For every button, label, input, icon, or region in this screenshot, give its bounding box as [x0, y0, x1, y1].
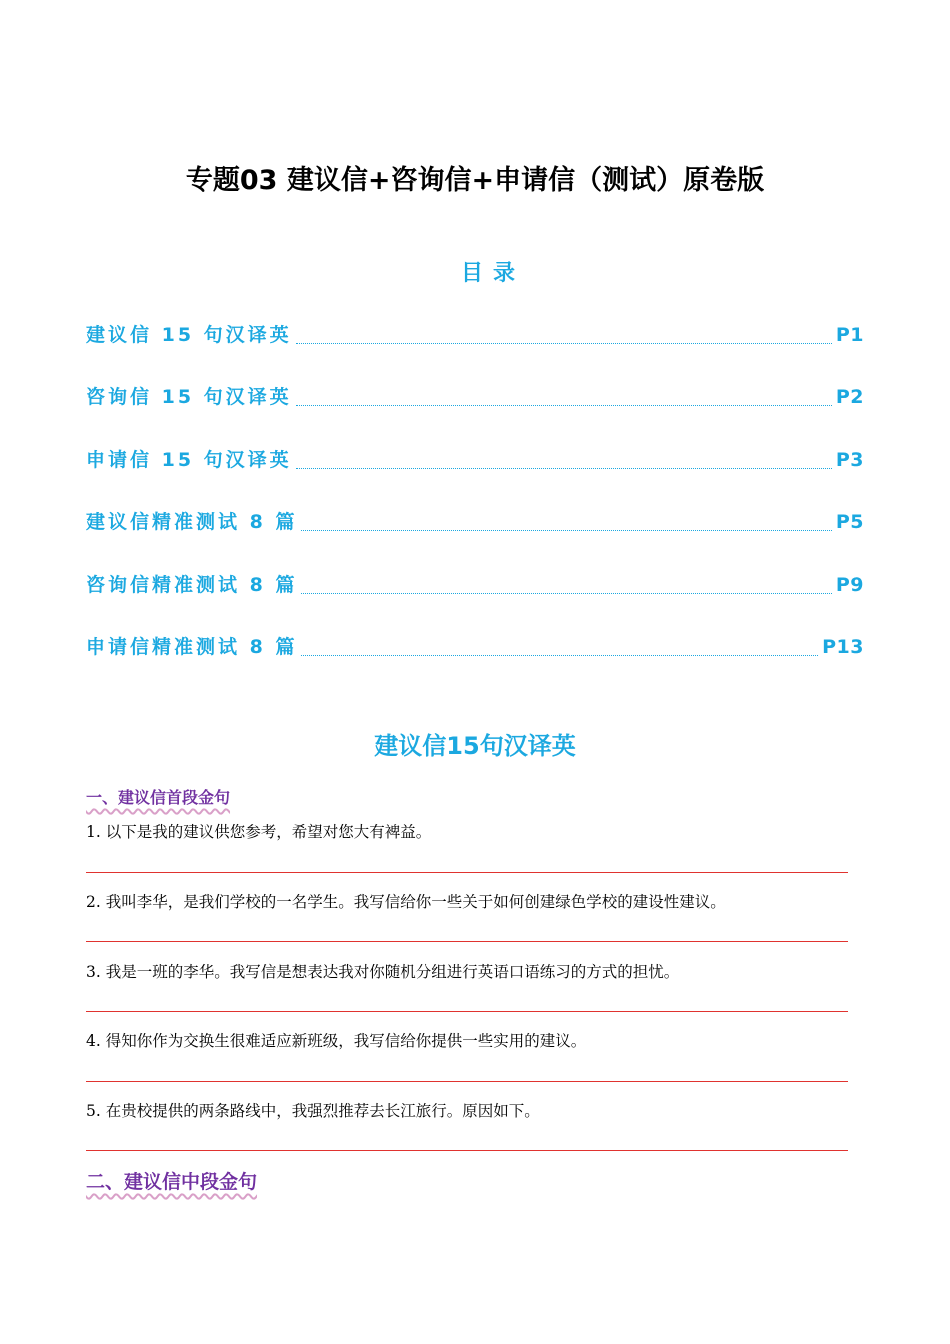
question-item: 4. 得知你作为交换生很难适应新班级，我写信给你提供一些实用的建议。	[86, 1032, 587, 1050]
toc-item-label: 建议信精准测试 8 篇	[86, 511, 298, 534]
toc-dot-leader	[301, 529, 831, 531]
toc-item-page: P5	[835, 511, 864, 534]
toc-item-application-tests[interactable]	[86, 630, 864, 660]
toc-item-suggestion-tests[interactable]	[86, 505, 864, 535]
toc-dot-leader	[296, 467, 832, 469]
question-item: 1. 以下是我的建议供您参考，希望对您大有裨益。	[86, 823, 432, 841]
question-item: 2. 我叫李华，是我们学校的一名学生。我写信给你一些关于如何创建绿色学校的建设性建议。	[86, 893, 726, 911]
toc-heading: 目录	[460, 261, 525, 286]
toc-dot-leader	[301, 592, 831, 594]
toc-dot-leader	[296, 342, 832, 344]
toc-item-label: 咨询信 15 句汉译英	[86, 386, 292, 409]
question-item: 3. 我是一班的李华。我写信是想表达我对你随机分组进行英语口语练习的方式的担忧。	[86, 963, 680, 981]
question-item: 5. 在贵校提供的两条路线中，我强烈推荐去长江旅行。原因如下。	[86, 1102, 540, 1120]
toc-item-inquiry-sentences[interactable]	[86, 380, 864, 410]
section-title: 建议信15句汉译英	[374, 732, 576, 760]
toc-item-label: 申请信 15 句汉译英	[86, 448, 292, 471]
answer-line[interactable]	[86, 941, 848, 942]
toc-item-page: P9	[835, 573, 864, 596]
subheading-opening-sentences: 一、建议信首段金句	[86, 788, 231, 807]
answer-line[interactable]	[86, 1011, 848, 1012]
toc-dot-leader	[296, 404, 832, 406]
toc-item-page: P13	[822, 635, 864, 658]
toc-item-inquiry-tests[interactable]	[86, 568, 864, 598]
answer-line[interactable]	[86, 1081, 848, 1082]
toc-item-page: P1	[835, 324, 864, 346]
toc-item-suggestion-sentences[interactable]	[86, 318, 864, 348]
toc-dot-leader	[301, 654, 818, 656]
answer-line[interactable]	[86, 872, 848, 873]
toc-item-label: 建议信 15 句汉译英	[86, 324, 292, 346]
toc-item-label: 申请信精准测试 8 篇	[86, 635, 298, 658]
table-of-contents	[86, 318, 864, 692]
subheading-middle-sentences: 二、建议信中段金句	[86, 1171, 258, 1193]
toc-item-label: 咨询信精准测试 8 篇	[86, 573, 298, 596]
toc-item-page: P2	[835, 386, 864, 409]
page-title: 专题03 建议信+咨询信+申请信（测试）原卷版	[185, 165, 765, 196]
toc-item-page: P3	[835, 448, 864, 471]
toc-item-application-sentences[interactable]	[86, 443, 864, 473]
answer-line[interactable]	[86, 1150, 848, 1151]
